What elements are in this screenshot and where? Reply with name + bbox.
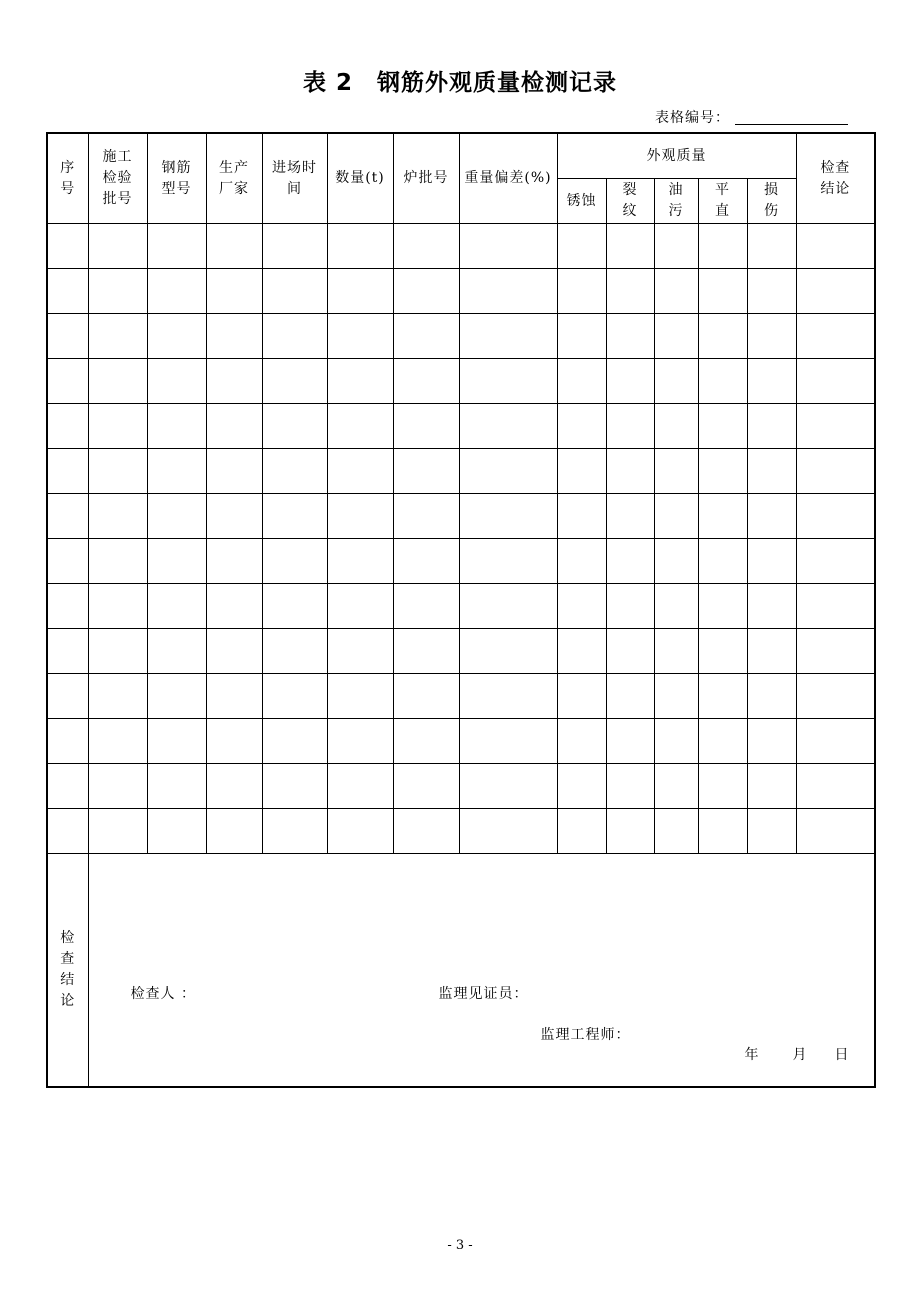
header-rust: 锈蚀 [557, 179, 606, 224]
table-cell[interactable] [606, 629, 654, 674]
table-cell[interactable] [747, 224, 796, 269]
table-cell[interactable] [459, 224, 557, 269]
engineer-label: 监理工程师： [540, 1027, 631, 1043]
table-cell[interactable] [654, 764, 698, 809]
table-cell[interactable] [654, 314, 698, 359]
table-cell[interactable] [557, 359, 606, 404]
table-cell[interactable] [654, 269, 698, 314]
table-cell[interactable] [327, 764, 393, 809]
table-cell[interactable] [393, 674, 459, 719]
table-cell[interactable] [88, 674, 147, 719]
conclusion-label: 检查结论 [47, 854, 88, 1088]
table-cell[interactable] [206, 449, 262, 494]
table-cell[interactable] [557, 269, 606, 314]
table-cell[interactable] [262, 809, 327, 854]
table-row [47, 539, 875, 584]
table-cell[interactable] [654, 719, 698, 764]
table-cell[interactable] [747, 809, 796, 854]
table-cell[interactable] [393, 809, 459, 854]
table-cell[interactable] [698, 404, 747, 449]
table-cell[interactable] [459, 404, 557, 449]
table-cell[interactable] [88, 809, 147, 854]
table-row [47, 584, 875, 629]
table-cell[interactable] [206, 629, 262, 674]
table-cell[interactable] [206, 584, 262, 629]
table-cell[interactable] [654, 359, 698, 404]
table-cell[interactable] [747, 584, 796, 629]
table-cell[interactable] [747, 269, 796, 314]
table-cell[interactable] [88, 269, 147, 314]
table-cell[interactable] [654, 404, 698, 449]
table-cell[interactable] [47, 674, 88, 719]
table-cell[interactable] [147, 314, 206, 359]
table-cell[interactable] [327, 359, 393, 404]
header-appearance: 外观质量 [557, 133, 796, 179]
table-cell[interactable] [796, 674, 875, 719]
table-cell[interactable] [698, 494, 747, 539]
table-cell[interactable] [327, 674, 393, 719]
table-row [47, 719, 875, 764]
table-cell[interactable] [206, 809, 262, 854]
header-batch: 施工检验批号 [88, 133, 147, 224]
table-cell[interactable] [459, 809, 557, 854]
table-cell[interactable] [206, 494, 262, 539]
table-cell[interactable] [327, 629, 393, 674]
table-cell[interactable] [747, 719, 796, 764]
table-cell[interactable] [698, 269, 747, 314]
table-cell[interactable] [262, 269, 327, 314]
table-cell[interactable] [796, 449, 875, 494]
table-cell[interactable] [557, 674, 606, 719]
table-cell[interactable] [262, 224, 327, 269]
page-title: 表 2 钢筋外观质量检测记录 [302, 70, 617, 96]
table-cell[interactable] [606, 719, 654, 764]
table-cell[interactable] [88, 629, 147, 674]
table-cell[interactable] [606, 359, 654, 404]
table-cell[interactable] [557, 584, 606, 629]
table-cell[interactable] [47, 224, 88, 269]
table-cell[interactable] [147, 359, 206, 404]
table-cell[interactable] [393, 539, 459, 584]
table-row [47, 359, 875, 404]
table-cell[interactable] [147, 269, 206, 314]
table-cell[interactable] [88, 449, 147, 494]
table-cell[interactable] [606, 584, 654, 629]
table-cell[interactable] [459, 314, 557, 359]
table-cell[interactable] [327, 404, 393, 449]
table-cell[interactable] [606, 674, 654, 719]
table-row [47, 764, 875, 809]
table-row [47, 269, 875, 314]
header-crack: 裂纹 [606, 179, 654, 224]
table-cell[interactable] [47, 359, 88, 404]
table-cell[interactable] [262, 404, 327, 449]
table-cell[interactable] [796, 584, 875, 629]
header-conclusion: 检查结论 [796, 133, 875, 224]
table-cell[interactable] [796, 764, 875, 809]
table-cell[interactable] [606, 539, 654, 584]
table-cell[interactable] [796, 404, 875, 449]
table-cell[interactable] [393, 584, 459, 629]
header-straight: 平直 [698, 179, 747, 224]
table-cell[interactable] [327, 584, 393, 629]
table-cell[interactable] [393, 449, 459, 494]
table-cell[interactable] [88, 224, 147, 269]
table-cell[interactable] [393, 314, 459, 359]
table-cell[interactable] [459, 449, 557, 494]
table-cell[interactable] [606, 764, 654, 809]
table-cell[interactable] [747, 764, 796, 809]
table-cell[interactable] [206, 764, 262, 809]
table-row [47, 629, 875, 674]
table-cell[interactable] [206, 314, 262, 359]
table-row [47, 404, 875, 449]
table-cell[interactable] [262, 494, 327, 539]
table-cell[interactable] [47, 584, 88, 629]
table-cell[interactable] [147, 629, 206, 674]
table-cell[interactable] [327, 314, 393, 359]
table-cell[interactable] [47, 809, 88, 854]
table-cell[interactable] [147, 224, 206, 269]
form-number-label: 表格编号： [655, 110, 730, 126]
table-cell[interactable] [206, 674, 262, 719]
table-cell[interactable] [606, 269, 654, 314]
table-cell[interactable] [654, 674, 698, 719]
table-cell[interactable] [262, 449, 327, 494]
table-cell[interactable] [47, 539, 88, 584]
table-cell[interactable] [459, 584, 557, 629]
table-cell[interactable] [327, 539, 393, 584]
header-seq: 序号 [47, 133, 88, 224]
table-cell[interactable] [654, 629, 698, 674]
table-cell[interactable] [459, 764, 557, 809]
table-cell[interactable] [557, 539, 606, 584]
table-cell[interactable] [88, 314, 147, 359]
table-cell[interactable] [47, 494, 88, 539]
table-cell[interactable] [147, 719, 206, 764]
table-cell[interactable] [698, 224, 747, 269]
table-cell[interactable] [698, 539, 747, 584]
table-cell[interactable] [393, 224, 459, 269]
table-cell[interactable] [459, 359, 557, 404]
table-cell[interactable] [654, 809, 698, 854]
header-qty: 数量(t) [327, 133, 393, 224]
table-cell[interactable] [796, 224, 875, 269]
table-cell[interactable] [557, 809, 606, 854]
table-cell[interactable] [747, 629, 796, 674]
table-cell[interactable] [459, 719, 557, 764]
table-cell[interactable] [557, 314, 606, 359]
table-cell[interactable] [459, 674, 557, 719]
table-cell[interactable] [698, 359, 747, 404]
table-cell[interactable] [459, 539, 557, 584]
table-cell[interactable] [47, 449, 88, 494]
table-cell[interactable] [327, 269, 393, 314]
table-cell[interactable] [262, 314, 327, 359]
table-cell[interactable] [796, 359, 875, 404]
date-day: 日 [834, 1047, 850, 1063]
table-cell[interactable] [327, 809, 393, 854]
table-cell[interactable] [698, 674, 747, 719]
table-cell[interactable] [262, 674, 327, 719]
table-cell[interactable] [606, 449, 654, 494]
table-cell[interactable] [147, 494, 206, 539]
table-cell[interactable] [654, 584, 698, 629]
table-cell[interactable] [262, 359, 327, 404]
table-cell[interactable] [747, 449, 796, 494]
table-cell[interactable] [606, 809, 654, 854]
table-cell[interactable] [88, 404, 147, 449]
table-cell[interactable] [47, 314, 88, 359]
table-cell[interactable] [327, 494, 393, 539]
table-cell[interactable] [796, 314, 875, 359]
table-cell[interactable] [654, 539, 698, 584]
table-cell[interactable] [88, 719, 147, 764]
table-cell[interactable] [88, 584, 147, 629]
table-cell[interactable] [393, 359, 459, 404]
table-cell[interactable] [327, 719, 393, 764]
table-cell[interactable] [747, 314, 796, 359]
table-cell[interactable] [206, 404, 262, 449]
table-cell[interactable] [654, 449, 698, 494]
table-cell[interactable] [557, 629, 606, 674]
table-row [47, 674, 875, 719]
table-cell[interactable] [88, 539, 147, 584]
header-furnace: 炉批号 [393, 133, 459, 224]
inspector-label: 检查人 ： [130, 986, 196, 1002]
witness-label: 监理见证员： [438, 986, 529, 1002]
table-cell[interactable] [557, 719, 606, 764]
table-cell[interactable] [654, 224, 698, 269]
table-cell[interactable] [747, 539, 796, 584]
table-cell[interactable] [796, 539, 875, 584]
table-cell[interactable] [459, 629, 557, 674]
table-cell[interactable] [393, 494, 459, 539]
table-cell[interactable] [47, 629, 88, 674]
table-cell[interactable] [698, 314, 747, 359]
table-cell[interactable] [698, 764, 747, 809]
table-row [47, 314, 875, 359]
table-cell[interactable] [698, 809, 747, 854]
table-row [47, 809, 875, 854]
table-cell[interactable] [88, 359, 147, 404]
conclusion-area[interactable] [88, 854, 875, 1088]
header-maker: 生产厂家 [206, 133, 262, 224]
table-cell[interactable] [47, 269, 88, 314]
table-cell[interactable] [262, 719, 327, 764]
date-month: 月 [792, 1047, 808, 1063]
table-cell[interactable] [557, 404, 606, 449]
table-cell[interactable] [327, 224, 393, 269]
table-cell[interactable] [606, 224, 654, 269]
table-cell[interactable] [393, 404, 459, 449]
table-cell[interactable] [147, 539, 206, 584]
table-cell[interactable] [698, 449, 747, 494]
table-cell[interactable] [262, 764, 327, 809]
table-cell[interactable] [747, 404, 796, 449]
table-cell[interactable] [747, 359, 796, 404]
table-cell[interactable] [206, 269, 262, 314]
table-cell[interactable] [796, 719, 875, 764]
table-cell[interactable] [606, 404, 654, 449]
table-cell[interactable] [47, 764, 88, 809]
table-cell[interactable] [206, 224, 262, 269]
table-cell[interactable] [557, 224, 606, 269]
page-number: - 3 - [447, 1238, 473, 1253]
inspection-table [46, 132, 876, 1088]
table-cell[interactable] [747, 494, 796, 539]
table-cell[interactable] [393, 764, 459, 809]
table-cell[interactable] [393, 269, 459, 314]
table-cell[interactable] [796, 809, 875, 854]
table-row [47, 224, 875, 269]
header-damage: 损伤 [747, 179, 796, 224]
form-number-field[interactable] [735, 124, 848, 125]
header-weight-dev: 重量偏差(%) [459, 133, 557, 224]
header-entry-time: 进场时间 [262, 133, 327, 224]
table-cell[interactable] [557, 494, 606, 539]
table-cell[interactable] [206, 719, 262, 764]
table-cell[interactable] [206, 359, 262, 404]
header-oil: 油污 [654, 179, 698, 224]
table-cell[interactable] [557, 449, 606, 494]
table-cell[interactable] [147, 584, 206, 629]
table-cell[interactable] [459, 269, 557, 314]
table-cell[interactable] [327, 449, 393, 494]
table-cell[interactable] [747, 674, 796, 719]
table-cell[interactable] [606, 314, 654, 359]
table-cell[interactable] [147, 674, 206, 719]
table-cell[interactable] [262, 539, 327, 584]
table-cell[interactable] [393, 629, 459, 674]
table-cell[interactable] [47, 404, 88, 449]
table-cell[interactable] [147, 809, 206, 854]
header-model: 钢筋型号 [147, 133, 206, 224]
table-cell[interactable] [796, 629, 875, 674]
table-cell[interactable] [606, 494, 654, 539]
table-cell[interactable] [796, 269, 875, 314]
table-cell[interactable] [47, 719, 88, 764]
table-cell[interactable] [654, 494, 698, 539]
table-cell[interactable] [88, 494, 147, 539]
table-cell[interactable] [262, 629, 327, 674]
table-cell[interactable] [206, 539, 262, 584]
table-cell[interactable] [698, 584, 747, 629]
table-cell[interactable] [147, 764, 206, 809]
table-cell[interactable] [459, 494, 557, 539]
table-cell[interactable] [698, 719, 747, 764]
date-year: 年 [744, 1047, 760, 1063]
table-cell[interactable] [796, 494, 875, 539]
table-cell[interactable] [147, 449, 206, 494]
table-cell[interactable] [147, 404, 206, 449]
table-cell[interactable] [393, 719, 459, 764]
table-cell[interactable] [262, 584, 327, 629]
table-row [47, 449, 875, 494]
table-cell[interactable] [557, 764, 606, 809]
table-cell[interactable] [698, 629, 747, 674]
table-cell[interactable] [88, 764, 147, 809]
table-row [47, 494, 875, 539]
